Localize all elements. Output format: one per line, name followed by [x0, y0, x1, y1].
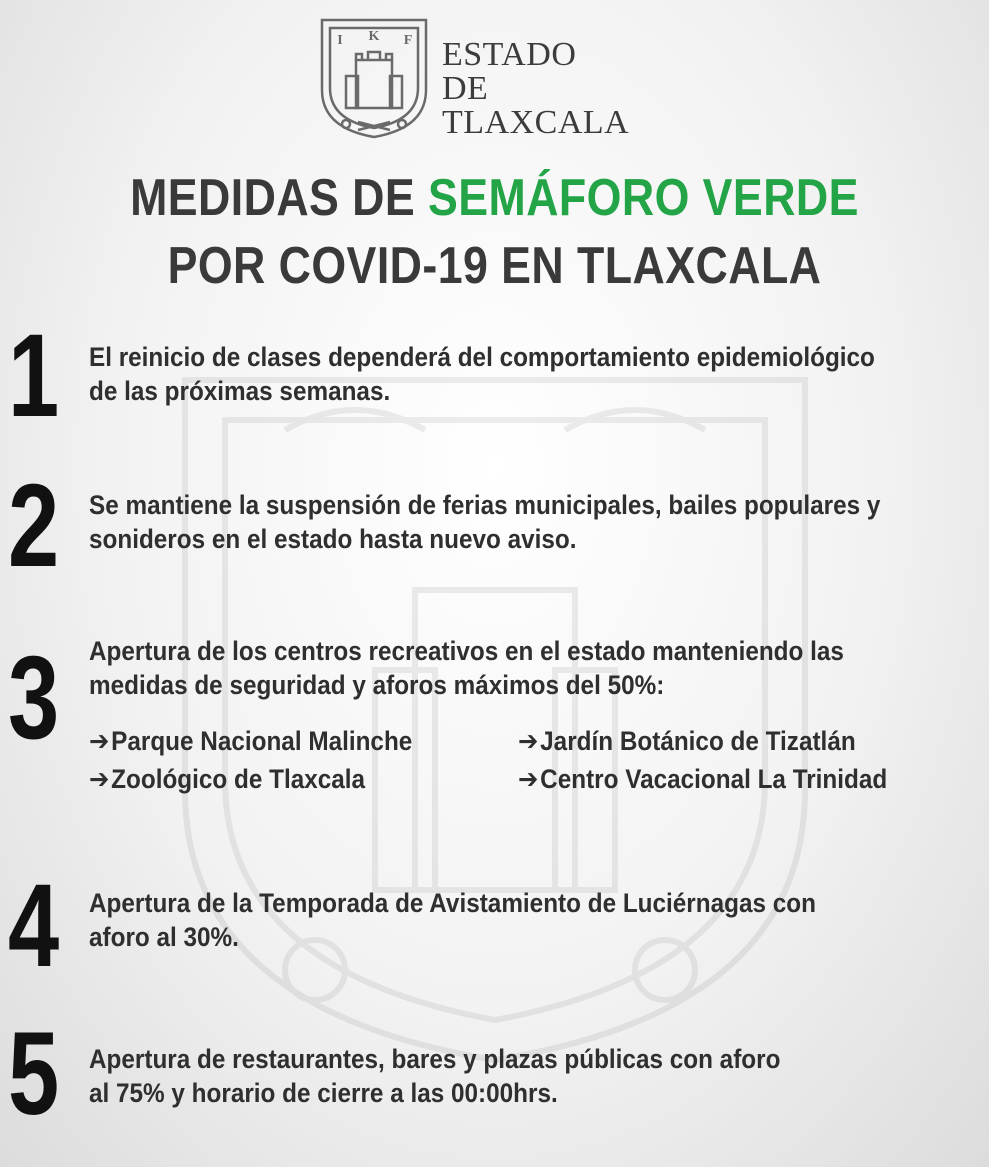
item-line: Se mantiene la suspensión de ferias municipales, bailes populares y — [89, 490, 881, 520]
place-item — [518, 762, 887, 796]
item-text — [89, 488, 880, 556]
item-line: Apertura de los centros recreativos en el estado manteniendo las — [89, 636, 844, 666]
state-name-line1: ESTADO — [442, 36, 577, 73]
coat-of-arms-watermark-icon — [165, 370, 825, 1070]
right-arrow-icon: ➔ — [89, 726, 110, 756]
item-text — [89, 886, 816, 954]
seal-letter: F — [403, 33, 413, 48]
item-line: El reinicio de clases dependerá del comportamiento epidemiológico — [89, 342, 875, 372]
title-prefix: MEDIDAS DE — [130, 169, 428, 227]
item-line: medidas de seguridad y aforos máximos del 50%: — [89, 670, 665, 700]
item-number: 4 — [8, 860, 60, 992]
coat-of-arms-icon — [318, 16, 430, 140]
item-text — [89, 340, 875, 408]
item-number: 2 — [8, 460, 60, 592]
item-line: de las próximas semanas. — [89, 376, 391, 406]
place-item — [89, 724, 412, 758]
item-line: Apertura de la Temporada de Avistamiento de Luciérnagas con — [89, 888, 816, 918]
item-line: al 75% y horario de cierre a las 00:00hrs. — [89, 1078, 558, 1108]
item-text — [89, 1042, 780, 1110]
state-name-line2: DE TLAXCALA — [442, 70, 630, 141]
place-label: Centro Vacacional La Trinidad — [540, 764, 888, 794]
place-item — [518, 724, 856, 758]
place-label: Jardín Botánico de Tizatlán — [540, 726, 856, 756]
place-label: Parque Nacional Malinche — [111, 726, 413, 756]
state-name — [442, 38, 678, 140]
item-line: sonideros en el estado hasta nuevo aviso. — [89, 524, 577, 554]
title-highlight: SEMÁFORO VERDE — [427, 169, 859, 227]
item-number: 1 — [8, 310, 60, 442]
title-line2: POR COVID-19 EN TLAXCALA — [167, 237, 822, 295]
item-text — [89, 634, 844, 702]
seal-letter: K — [368, 29, 380, 44]
item-number: 5 — [8, 1008, 60, 1140]
right-arrow-icon: ➔ — [518, 764, 539, 794]
place-label: Zoológico de Tlaxcala — [111, 764, 366, 794]
title-line1 — [69, 165, 920, 231]
item-number: 3 — [8, 632, 60, 764]
header — [318, 16, 678, 144]
place-item — [89, 762, 365, 796]
right-arrow-icon: ➔ — [89, 764, 110, 794]
item-line: aforo al 30%. — [89, 922, 239, 952]
right-arrow-icon: ➔ — [518, 726, 539, 756]
item-line: Apertura de restaurantes, bares y plazas públicas con aforo — [89, 1044, 781, 1074]
seal-letter: I — [337, 33, 343, 48]
